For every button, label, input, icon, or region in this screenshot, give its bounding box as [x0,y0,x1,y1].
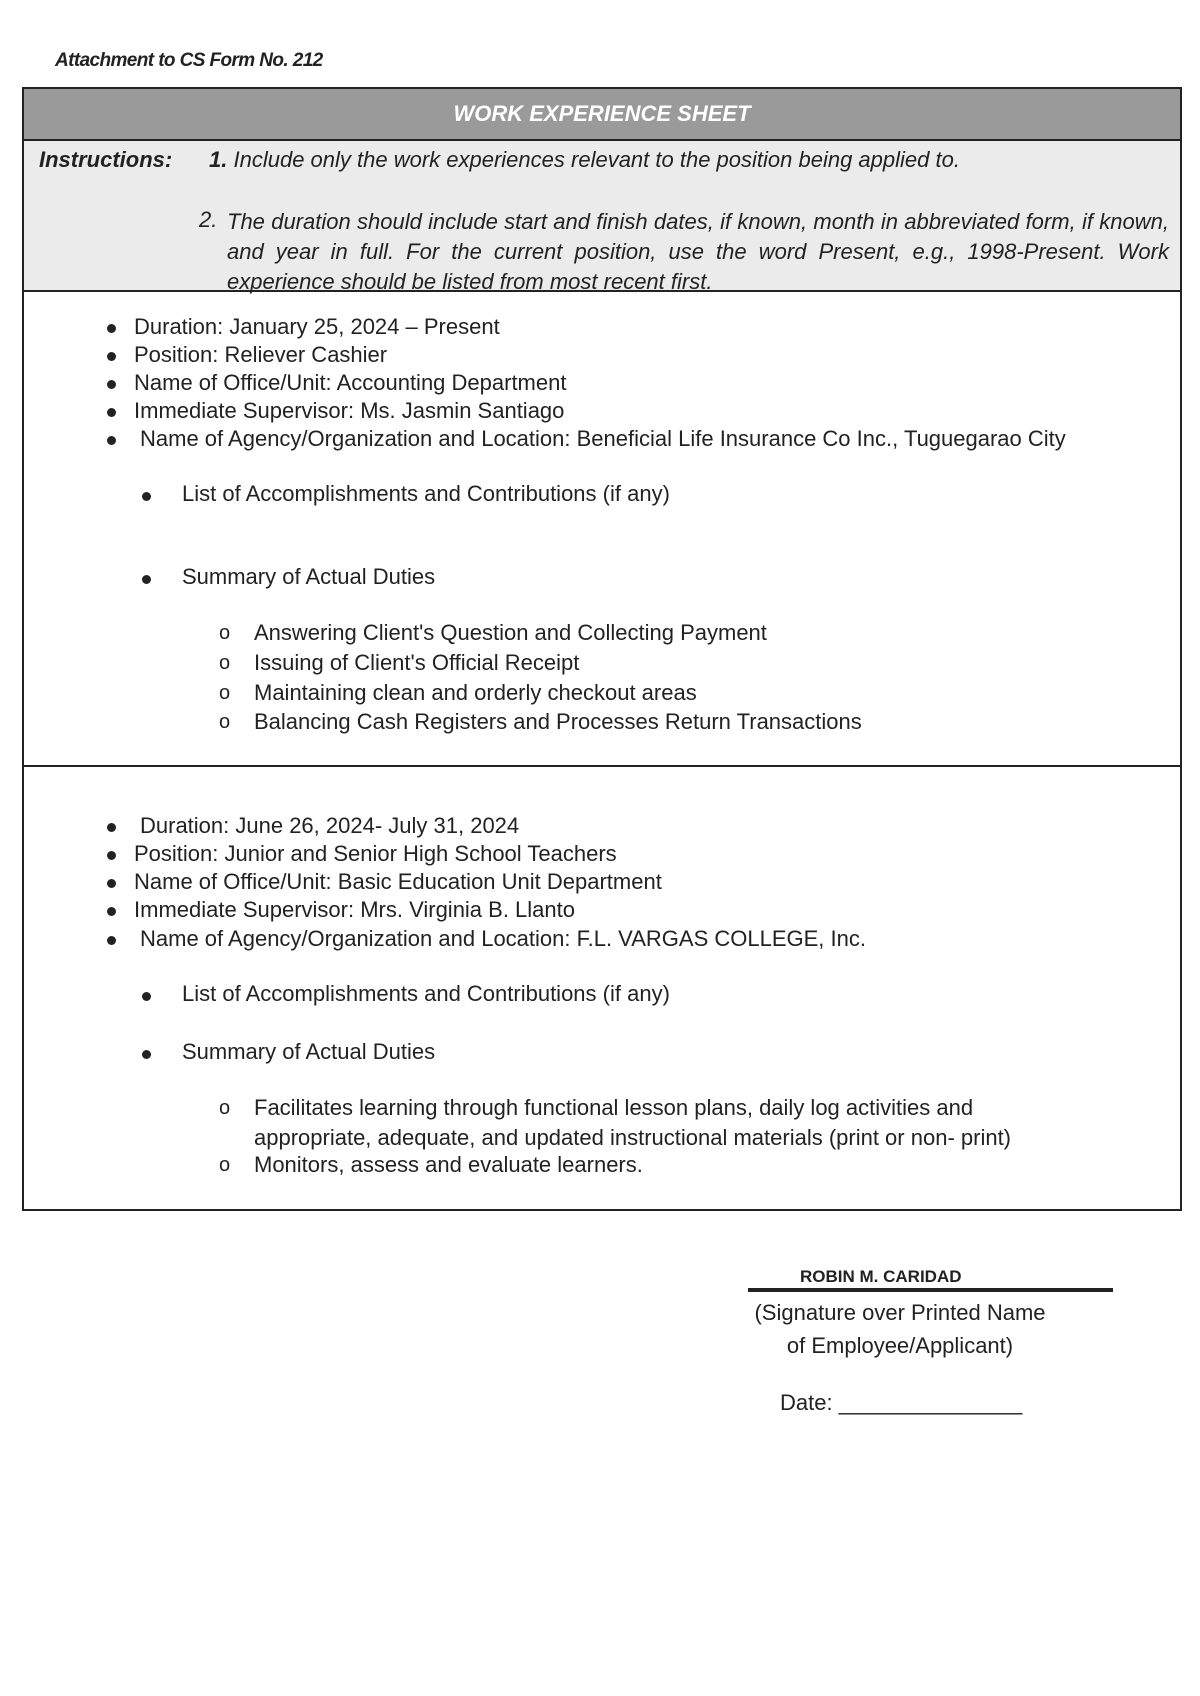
instruction-1-text: Include only the work experiences relevant to the position being applied to. [233,147,960,172]
circle-bullet-icon: o [219,1097,231,1119]
circle-bullet-icon: o [219,622,231,644]
entry-agency: Name of Agency/Organization and Location: Beneficial Life Insurance Co Inc., Tuguegarao City [140,426,1066,451]
bullet-icon [107,907,116,916]
date-field: Date: _______________ [780,1390,1023,1415]
entry-supervisor: Immediate Supervisor: Ms. Jasmin Santiago [134,398,565,423]
bullet-icon [107,851,116,860]
bullet-icon [107,324,116,333]
bullet-icon [107,352,116,361]
bullet-icon [107,436,116,445]
entry-supervisor: Immediate Supervisor: Mrs. Virginia B. Llanto [134,897,575,922]
entry-accomplishments-label: List of Accomplishments and Contributions (if any) [182,481,670,506]
bullet-icon [142,492,151,501]
sheet-title: WORK EXPERIENCE SHEET [24,89,1180,141]
duty-item: Answering Client's Question and Collecting Payment [254,620,767,645]
bullet-icon [142,1050,151,1059]
duty-item: Monitors, assess and evaluate learners. [254,1152,643,1177]
duty-item-continuation: appropriate, adequate, and updated instructional materials (print or non- print) [254,1125,1012,1150]
entry-duties-label: Summary of Actual Duties [182,564,436,589]
bullet-icon [142,992,151,1001]
entry-office: Name of Office/Unit: Accounting Department [134,370,567,395]
entry-accomplishments-label: List of Accomplishments and Contributions (if any) [182,981,670,1006]
entry-position: Position: Reliever Cashier [134,342,388,367]
signature-caption [735,1296,1065,1362]
bullet-icon [142,575,151,584]
instruction-2-number: 2. [199,207,218,232]
circle-bullet-icon: o [219,652,231,674]
instruction-1-number: 1. [209,147,228,172]
entry-agency: Name of Agency/Organization and Location: F.L. VARGAS COLLEGE, Inc. [140,926,866,951]
bullet-icon [107,380,116,389]
circle-bullet-icon: o [219,682,231,704]
signature-caption-line-1: (Signature over Printed Name [754,1300,1046,1325]
duty-item: Issuing of Client's Official Receipt [254,650,580,675]
instruction-item-2 [199,207,1169,297]
work-entry-2 [24,767,1180,1209]
entry-duration: Duration: June 26, 2024- July 31, 2024 [140,813,520,838]
instruction-2-text: The duration should include start and finish dates, if known, month in abbreviated form, if known, and year in full. For the current position, use the word Present, e.g., 1998-Present. Work experience should be listed from most recent first. [227,209,1169,294]
entry-duties-label: Summary of Actual Duties [182,1039,436,1064]
entry-duration: Duration: January 25, 2024 – Present [134,314,500,339]
work-experience-sheet [22,87,1182,1211]
signature-printed-name: ROBIN M. CARIDAD [748,1266,1113,1292]
entry-office: Name of Office/Unit: Basic Education Unit Department [134,869,662,894]
bullet-icon [107,936,116,945]
bullet-icon [107,879,116,888]
instructions-label: Instructions: [39,147,173,172]
instructions-section [24,141,1180,292]
signature-caption-line-2: of Employee/Applicant) [786,1333,1014,1358]
duty-item: Facilitates learning through functional lesson plans, daily log activities and [254,1095,974,1120]
circle-bullet-icon: o [219,711,231,733]
duty-item: Maintaining clean and orderly checkout areas [254,680,697,705]
work-entry-1 [24,292,1180,767]
bullet-icon [107,823,116,832]
entry-position: Position: Junior and Senior High School Teachers [134,841,617,866]
attachment-label: Attachment to CS Form No. 212 [55,50,323,71]
bullet-icon [107,408,116,417]
duty-item: Balancing Cash Registers and Processes Return Transactions [254,709,862,734]
circle-bullet-icon: o [219,1154,231,1176]
instruction-item-1 [209,147,960,173]
